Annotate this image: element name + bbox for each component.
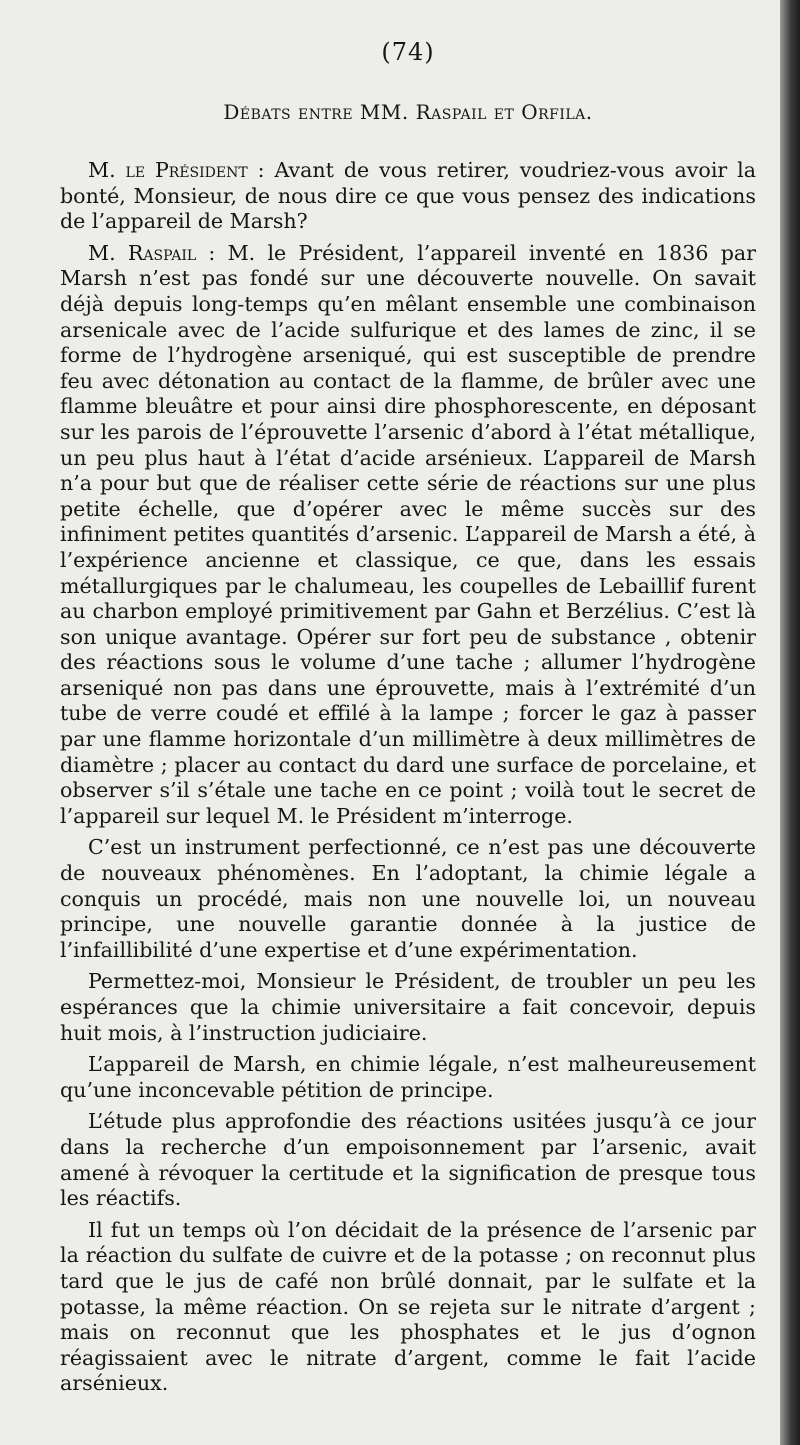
page-body (60, 38, 756, 1403)
speaker-label: M. Raspail : (88, 240, 216, 265)
section-heading: Débats entre MM. Raspail et Orfila. (223, 100, 593, 124)
paragraph-text: Permettez-moi, Monsieur le Président, de troubler un peu les espérances que la chimie universitaire a fait concevoir, depuis huit mois, à l’instruction judiciaire. (60, 969, 756, 1045)
page-edge-shadow (780, 0, 800, 1445)
paragraph-text: Avant de vous retirer, voudriez-vous avoir la bonté, Monsieur, de nous dire ce que vous pensez des indications de l’appareil de Marsh? (60, 158, 757, 234)
paragraph-text: L’étude plus approfondie des réactions usitées jusqu’à ce jour dans la recherche d’un empoisonnement par l’arsenic, avait amené à révoquer la certitude et la signification de presque tous les réactifs. (60, 1109, 756, 1211)
paragraph-text: L’appareil de Marsh, en chimie légale, n’est malheureusement qu’une inconcevable pétition de principe. (60, 1052, 756, 1102)
paragraph-3 (60, 835, 756, 963)
paragraph-2 (60, 241, 756, 830)
page-number: (74) (381, 38, 435, 66)
speaker-label: M. le Président : (88, 158, 265, 182)
paragraph-text: M. le Président, l’appareil inventé en 1836 par Marsh n’est pas fondé sur une découverte nouvelle. On savait déjà depuis long-temps qu’en mêlant ensemble une combinaison arsenicale avec de l’acide sulfurique et des lames de zinc, il se forme de l’hydrogène arseniqué, qui est susceptible de prendre feu avec détonation au contact de la flamme, de brûler avec une flamme bleuâtre et pour ainsi dire phosphorescente, en déposant sur les parois de l’éprouvette l’arsenic d’abord à l’état métallique, un peu plus haut à l’état d’acide arsénieux. L’appareil de Marsh n’a pour but que de réaliser cette série de réactions sur une plus petite échelle, que d’opérer avec le même succès sur des infiniment petites quantités d’arsenic. L’appareil de Marsh a été, à l’expérience ancienne et classique, ce que, dans les essais métallurgiques par le chalumeau, les coupelles de Lebaillif furent au charbon employé primitivement par Gahn et Berzélius. C’est là son unique avantage. Opérer sur fort peu de substance , obtenir des réactions sous le volume d’une tache ; allumer l’hydrogène arseniqué non pas dans une éprouvette, mais à l’extrémité d’un tube de verre coudé et effilé à la lampe ; forcer le gaz à passer par une flamme horizontale d’un millimètre à deux millimètres de diamètre ; placer au contact du dard une surface de porcelaine, et observer s’il s’étale une tache en ce point ; voilà tout le secret de l’appareil sur lequel M. le Président m’interroge. (60, 240, 756, 828)
paragraph-4 (60, 969, 756, 1046)
paragraph-7 (60, 1218, 756, 1397)
paragraph-1 (60, 158, 756, 235)
paragraph-text: C’est un instrument perfectionné, ce n’est pas une découverte de nouveaux phénomènes. En l’adoptant, la chimie légale a conquis un procédé, mais non une nouvelle loi, un nouveau principe, une nouvelle garantie donnée à la justice de l’infaillibilité d’une expertise et d’une expérimentation. (60, 835, 756, 962)
paragraph-6 (60, 1109, 756, 1211)
paragraph-5 (60, 1052, 756, 1103)
paragraph-text: Il fut un temps où l’on décidait de la présence de l’arsenic par la réaction du sulfate de cuivre et de la potasse ; on reconnut plus tard que le jus de café non brûlé donnait, par le sulfate et la potasse, la même réaction. On se rejeta sur le nitrate d’argent ; mais on reconnut que les phosphates et le jus d’ognon réagissaient avec le nitrate d’argent, comme le fait l’acide arsénieux. (60, 1217, 756, 1396)
